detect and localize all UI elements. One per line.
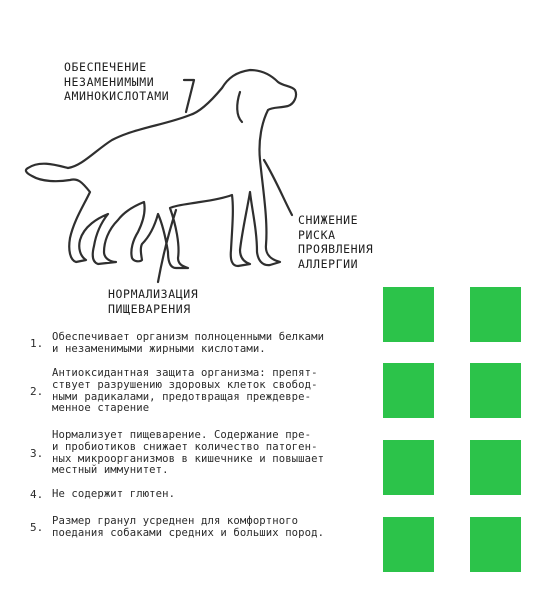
benefit-line: Нормализует пищеварение. Содержание пре- [52, 429, 312, 441]
green-square [383, 287, 434, 342]
digestion-label-line: ПИЩЕВАРЕНИЯ [108, 301, 191, 316]
benefit-number: 4. [30, 488, 44, 502]
allergy-label [298, 213, 373, 271]
green-square [383, 517, 434, 572]
allergy-label-line: ПРОЯВЛЕНИЯ [298, 242, 374, 256]
benefit-line: Обеспечивает организм полноценными белками [52, 331, 325, 343]
benefit-line: и незаменимыми жирными кислотами. [52, 342, 266, 355]
green-square [470, 517, 521, 572]
benefit-text [52, 332, 324, 356]
benefit-number: 3. [30, 447, 44, 461]
benefit-number: 2. [30, 385, 44, 399]
benefit-line: ными радикалами, предотвращая преждевре- [52, 390, 312, 403]
benefit-item [30, 516, 380, 540]
benefit-item [30, 430, 380, 477]
benefit-line: Антиоксидантная защита организма: препят- [52, 367, 318, 379]
green-square [470, 363, 521, 418]
benefit-line: Размер гранул усреднен для комфортного [52, 515, 299, 527]
green-square [470, 440, 521, 495]
benefit-number: 5. [30, 521, 44, 535]
allergy-label-line: РИСКА [298, 227, 336, 242]
benefit-line: и пробиотиков снижает количество патоген- [52, 440, 318, 453]
amino-label-line: ОБЕСПЕЧЕНИЕ [64, 60, 147, 74]
benefit-text [52, 516, 324, 540]
amino-leader [184, 80, 194, 112]
benefit-text [52, 368, 318, 415]
benefit-line: местный иммунитет. [52, 464, 169, 477]
benefit-item [30, 368, 380, 415]
benefit-line: ных микроорганизмов в кишечнике и повышает [52, 452, 325, 465]
benefit-line: ствует разрушению здоровых клеток свобод- [52, 378, 318, 391]
amino-label-line: НЕЗАМЕНИМЫМИ [64, 74, 155, 89]
benefit-number: 1. [30, 337, 44, 351]
digestion-label-line: НОРМАЛИЗАЦИЯ [108, 287, 199, 301]
green-square [383, 363, 434, 418]
digestion-label [108, 287, 198, 316]
amino-label-line: АМИНОКИСЛОТАМИ [64, 89, 170, 103]
collar-line [237, 92, 242, 122]
benefit-line: менное старение [52, 402, 150, 415]
benefit-text [52, 489, 175, 501]
allergy-label-line: АЛЛЕРГИИ [298, 256, 359, 271]
benefit-item [30, 332, 380, 356]
benefit-item [30, 489, 380, 501]
allergy-leader [264, 160, 292, 215]
green-square [470, 287, 521, 342]
amino-acids-label [64, 60, 169, 104]
allergy-label-line: СНИЖЕНИЕ [298, 213, 359, 227]
benefit-line: Не содержит глютен. [52, 488, 176, 500]
benefit-line: поедания собаками средних и больших пород. [52, 526, 325, 539]
green-square [383, 440, 434, 495]
benefit-text [52, 430, 324, 477]
